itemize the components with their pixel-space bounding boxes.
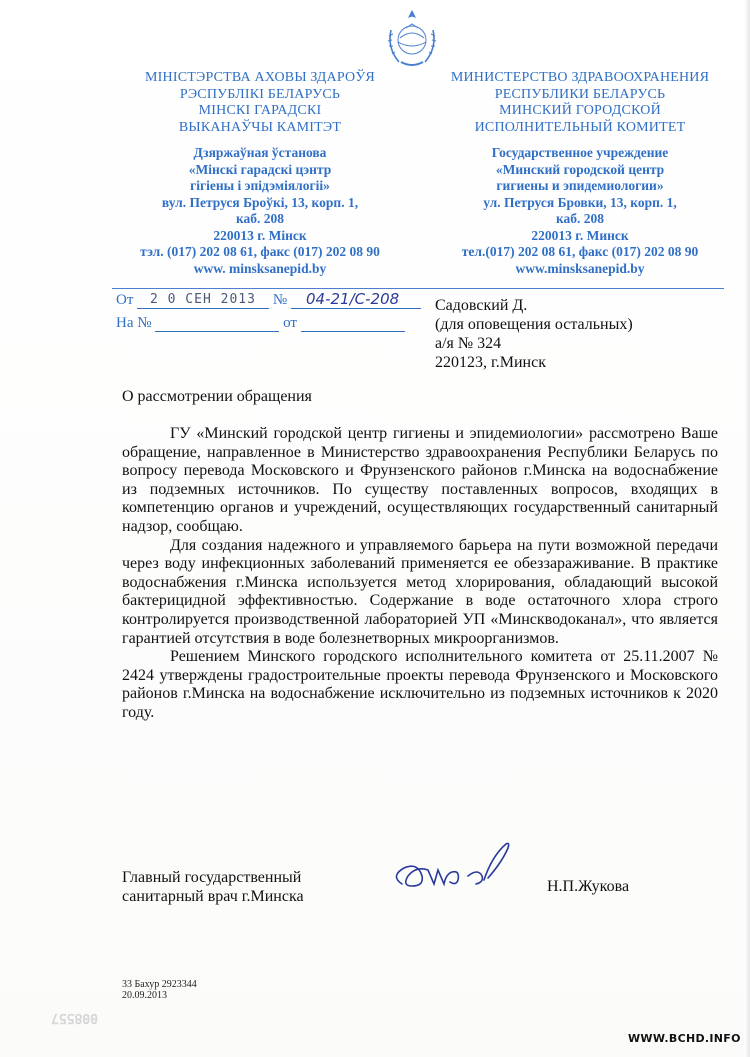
ministry-name-by: МІНІСТЭРСТВА АХОВЫ ЗДАРОЎЯ РЭСПУБЛІКІ БЕЛАРУСЬ МІНСКІ ГАРАДСКІ ВЫКАНАЎЧЫ КАМІТЭТ	[145, 70, 375, 135]
state-emblem-icon	[383, 8, 441, 70]
letterhead-russian	[435, 70, 725, 277]
body-paragraph: ГУ «Минский городской центр гигиены и эпидемиологии» рассмотрено Ваше обращение, направленное в Министерство здравоохранения Республики Беларусь по вопросу перевода Московского и Фрунзенского районов г.Минска на водоснабжение из подземных источников. По существу поставленных вопросов, входящих в компетенцию органов и учреждений, осуществляющих государственный санитарный надзор, сообщаю.	[122, 425, 718, 535]
body-paragraph: Решением Минского городского исполнительного комитета от 25.11.2007 № 2424 утверждены градостроительные проекты перевода Фрунзенского и Московского районов г.Минска на водоснабжение исключительно из подземных источников к 2020 году.	[122, 648, 718, 721]
signatory-name: Н.П.Жукова	[547, 878, 630, 895]
scan-edge-shadow	[744, 0, 750, 1057]
ref-from-label: От	[116, 292, 134, 308]
serial-number-imprint	[40, 1008, 100, 1030]
letterhead-belarusian	[110, 70, 410, 277]
handwritten-signature-icon	[380, 840, 530, 900]
signatory-title: Главный государственный санитарный врач г.Минска	[122, 869, 304, 905]
recipient-address: Садовский Д. (для оповещения остальных) а/я № 324 220123, г.Минск	[435, 297, 633, 371]
body-paragraph: Для создания надежного и управляемого барьера на пути возможной передачи через воду инфекционных заболеваний применяется ее обеззараживание. В практике водоснабжения г.Минска используется метод хлорирования, обладающий высокой бактерицидной эффективностью. Содержание в воде остаточного хлора строго контролируется производственной лабораторией УП «Минскводоканал», что является гарантией отсутствия в воде болезнетворных микроорганизмов.	[122, 536, 718, 647]
institution-block-ru: Государственное учреждение «Минский городской центр гигиены и эпидемиологии» ул. Петруся Бровки, 13, корп. 1, каб. 208 220013 г. Минск тел.(017) 202 08 61, факс (017) 202 08 90 www.minsksanepid.by	[461, 145, 699, 276]
institution-block-by: Дзяржаўная ўстанова «Мінскі гарадскі цэнтр гігіены і эпідэміялогіі» вул. Петруся Броўкі, 13, корп. 1, каб. 208 220013 г. Мінск тэл. (017) 202 08 61, факс (017) 202 08 90 www. minsksanepid.by	[140, 145, 380, 276]
document-footer	[122, 979, 197, 1001]
letterhead-divider	[112, 288, 724, 289]
footer-date: 20.09.2013	[122, 990, 167, 1001]
ref-number-label: №	[272, 292, 288, 308]
letter-subject: О рассмотрении обращения	[122, 388, 312, 405]
ref-to-label: На №	[116, 315, 152, 331]
ref-from2-label: от	[283, 315, 297, 331]
footer-executor: 33 Бахур 2923344	[122, 979, 197, 990]
ref-reply-line	[116, 315, 405, 332]
handwritten-reg-number: 04-21/С-208	[306, 290, 400, 308]
ministry-name-ru: МИНИСТЕРСТВО ЗДРАВООХРАНЕНИЯ РЕСПУБЛИКИ БЕЛАРУСЬ МИНСКИЙ ГОРОДСКОЙ ИСПОЛНИТЕЛЬНЫЙ КОМИТЕТ	[450, 70, 710, 135]
watermark-label: WWW.BCHD.INFO	[628, 1032, 741, 1045]
date-stamp: 2 0 СЕН 2013	[150, 292, 256, 307]
letter-body	[122, 425, 718, 723]
serial-number-text: 008557	[51, 1010, 98, 1025]
